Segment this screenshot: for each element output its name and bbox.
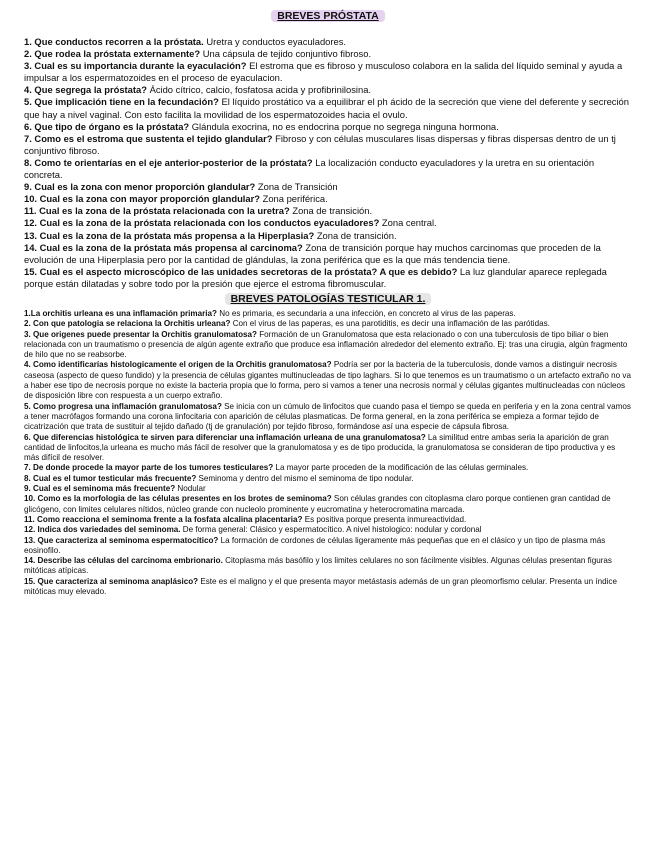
question-text: 5. Que implicación tiene en la fecundación?	[24, 96, 219, 108]
testicular-title: BREVES PATOLOGÍAS TESTICULAR 1.	[24, 293, 632, 305]
question-text: 15. Cual es el aspecto microscópico de las unidades secretoras de la próstata? A que es debido?	[24, 265, 458, 277]
question-item	[24, 330, 632, 361]
answer-text: Citoplasma más basófilo y los limites celulares no son fácilmente visibles. Algunas células presentan figuras mitóticas atípicas.	[24, 556, 612, 576]
question-item	[24, 536, 632, 557]
question-text: 14. Describe las células del carcinoma embrionario.	[24, 556, 223, 566]
question-text: 4. Como identificarías histologicamente el origen de la Orchitis granulomatosa?	[24, 360, 332, 370]
question-text: 2. Que rodea la próstata externamente?	[24, 48, 201, 60]
question-text: 15. Que caracteriza al seminoma anaplásico?	[24, 576, 199, 586]
question-item	[24, 577, 632, 598]
question-item	[24, 556, 632, 577]
answer-text: Zona de transición.	[289, 205, 373, 217]
question-text: 6. Que diferencias histológica te sirven para diferenciar una inflamación urleana de una granulomatosa?	[24, 432, 426, 442]
answer-text: La mayor parte proceden de la modificación de las células germinales.	[273, 463, 529, 473]
answer-text: Son células grandes con citoplasma claro porque contienen gran cantidad de glicógeno, con limites celulares nítidos, núcleo grande con nucleolo prominente y eucromatina y heterocromatina marcada.	[24, 494, 611, 514]
question-text: 7. Como es el estroma que sustenta el tejido glandular?	[24, 132, 273, 144]
question-item	[24, 266, 632, 290]
answer-text: Zona central.	[379, 217, 437, 229]
question-text: 1.La orchitis urleana es una inflamación primaria?	[24, 308, 217, 318]
answer-text: Ácido cítrico, calcio, fosfatosa acida y profibrinilosina.	[146, 84, 372, 96]
question-item	[24, 48, 632, 60]
question-text: 9. Cual es el seminoma más frecuente?	[24, 484, 176, 494]
question-item	[24, 84, 632, 96]
question-item	[24, 319, 632, 329]
answer-text: Una cápsula de tejido conjuntivo fibroso.	[200, 48, 372, 60]
prostate-questions	[24, 36, 632, 290]
answer-text: El líquido prostático va a equilibrar el ph ácido de la secreción que viene del deferente y secreción que hay a nivel vaginal. Con esto facilita la movilidad de los espermatozoides hacia el ovulo.	[24, 96, 629, 120]
testicular-questions	[24, 309, 632, 597]
question-item	[24, 309, 632, 319]
question-text: 13. Que caracteriza al seminoma espermatocítico?	[24, 535, 219, 545]
question-text: 11. Como reacciona el seminoma frente a la fosfata alcalina placentaria?	[24, 514, 303, 524]
question-item	[24, 360, 632, 401]
question-item	[24, 157, 632, 181]
question-text: 3. Cual es su importancia durante la eyaculación?	[24, 60, 247, 72]
question-item	[24, 525, 632, 535]
answer-text: Es positiva porque presenta inmureactividad.	[302, 514, 467, 524]
answer-text: Seminoma y dentro del mismo el seminoma de tipo nodular.	[196, 473, 414, 483]
answer-text: Con el virus de las paperas, es una parotiditis, es decir una inflamación de las parótidas.	[230, 319, 550, 329]
question-text: 8. Cual es el tumor testicular más frecuente?	[24, 473, 197, 483]
answer-text: Fibroso y con células musculares lisas dispersas y fibras dispersas dentro de un tj conjuntivo fibroso.	[24, 132, 616, 156]
question-text: 7. De donde procede la mayor parte de los tumores testiculares?	[24, 463, 274, 473]
question-text: 12. Cual es la zona de la próstata relacionada con los conductos eyaculadores?	[24, 217, 380, 229]
question-item	[24, 242, 632, 266]
answer-text: Zona de Transición	[255, 181, 338, 193]
question-item	[24, 402, 632, 433]
answer-text: La luz glandular aparece replegada porque están dilatadas y sobre todo por la presión que ejerce el estroma fibromuscular.	[24, 265, 607, 289]
question-item	[24, 60, 632, 84]
answer-text: Zona de transición porque hay muchos carcinomas que proceden de la evolución de una Hiperplasia pero por la cantidad de glándulas, la zona periférica que es la que más tendencia tiene.	[24, 241, 601, 265]
question-text: 10. Cual es la zona con mayor proporción glandular?	[24, 193, 260, 205]
answer-text: No es primaria, es secundaria a una infección, en concreto al virus de las paperas.	[216, 308, 516, 318]
question-text: 12. Indica dos variedades del seminoma.	[24, 525, 181, 535]
question-item	[24, 205, 632, 217]
answer-text: Nodular	[175, 484, 206, 494]
answer-text: De forma general: Clásico y espermatocítico. A nivel histologico: nodular y cordonal	[180, 525, 482, 535]
question-item	[24, 181, 632, 193]
question-item	[24, 433, 632, 464]
question-item	[24, 96, 632, 120]
question-text: 5. Como progresa una inflamación granulomatosa?	[24, 401, 222, 411]
answer-text: Uretra y conductos eyaculadores.	[203, 36, 347, 47]
question-item	[24, 515, 632, 525]
answer-text: La formación de cordones de células ligeramente más pequeñas que en el clásico y un tipo de plasma más eosinofilo.	[24, 535, 606, 555]
question-text: 4. Que segrega la próstata?	[24, 84, 147, 96]
question-text: 13. Cual es la zona de la próstata más propensa a la Hiperplasia?	[24, 229, 315, 241]
question-text: 9. Cual es la zona con menor proporción glandular?	[24, 181, 256, 193]
answer-text: La similitud entre ambas seria la aparición de gran cantidad de linfocitos,la urleana es mucho más fácil de resolver que la granulomatosa y es de tipo producida, la granulomatosa se consideran de tipo productiva y es más difícil de resolver.	[24, 432, 616, 463]
answer-text: Podría ser por la bacteria de la tuberculosis, donde vamos a distinguir necrosis caseosa (aspecto de queso fundido) y la presencia de células gigantes multinucleadas de tipo laghars. Si lo que tenemos es un traumatismo o un artefacto extraño no va a haber ese tipo de necrosis porque no existe la bacteria propia que lo forma, pero si vamos a tener una necrosis normal y células gigantes multinucleadas con núcleos de disposición libre con respuesta a un cuerpo extraño.	[24, 360, 631, 401]
question-item	[24, 217, 632, 229]
answer-text: Este es el maligno y el que presenta mayor metástasis además de un gran pleomorfismo celular. Presenta un índice mitóticas muy elevado.	[24, 576, 617, 596]
question-text: 8. Como te orientarías en el eje anterior-posterior de la próstata?	[24, 156, 313, 168]
answer-text: Se inicia con un cúmulo de linfocitos que cuando pasa el tiempo se queda en periferia y en la zona central vamos a tener macrófagos formando una corona linfocitaria con aparición de células plasmaticas. De forma general, en la zona periférica se empieza a formar tejido de cicatrización que trata de sustituir al tejido dañado (tj de granulación) por tejido fibroso, formándose así una especie de cápsula fibrosa.	[24, 401, 631, 432]
answer-text: La localización conducto eyaculadores y la uretra en su orientación concreta.	[24, 156, 595, 181]
question-text: 6. Que tipo de órgano es la próstata?	[24, 120, 190, 132]
question-text: 11. Cual es la zona de la próstata relacionada con la uretra?	[24, 205, 290, 217]
answer-text: El estroma que es fibroso y musculoso colabora en la salida del líquido seminal y ayuda a impulsar a los espermatozoides en el proceso de eyaculacion.	[24, 60, 623, 84]
question-text: 3. Que origenes puede presentar la Orchitis granulomatosa?	[24, 329, 257, 339]
question-item	[24, 484, 632, 494]
question-item	[24, 121, 632, 133]
question-text: 1. Que conductos recorren a la próstata.	[24, 36, 204, 47]
question-item	[24, 36, 632, 48]
answer-text: Zona de transición.	[314, 229, 397, 241]
question-item	[24, 133, 632, 157]
question-item	[24, 494, 632, 515]
question-text: 14. Cual es la zona de la próstata más propensa al carcinoma?	[24, 241, 303, 253]
question-item	[24, 230, 632, 242]
answer-text: Zona periférica.	[260, 193, 328, 205]
question-text: 2. Con que patologia se relaciona la Orchitis urleana?	[24, 319, 231, 329]
answer-text: Formación de un Granulomatosa que esta relacionado o con una tuberculosis de tipo biliar o bien relacionada con un traumatismo o presencia de algún agente extraño que produce esa inflamación alrededor del elemento extraño. Ej: tras una cirugia, algún fragmento de hilo que no se reabsorbe.	[24, 329, 628, 360]
prostate-title: BREVES PRÓSTATA	[24, 10, 632, 22]
question-item	[24, 463, 632, 473]
question-item	[24, 474, 632, 484]
answer-text: Glándula exocrina, no es endocrina porque no segrega ninguna hormona.	[189, 120, 499, 132]
question-item	[24, 193, 632, 205]
question-text: 10. Como es la morfologia de las células presentes en los brotes de seminoma?	[24, 494, 332, 504]
